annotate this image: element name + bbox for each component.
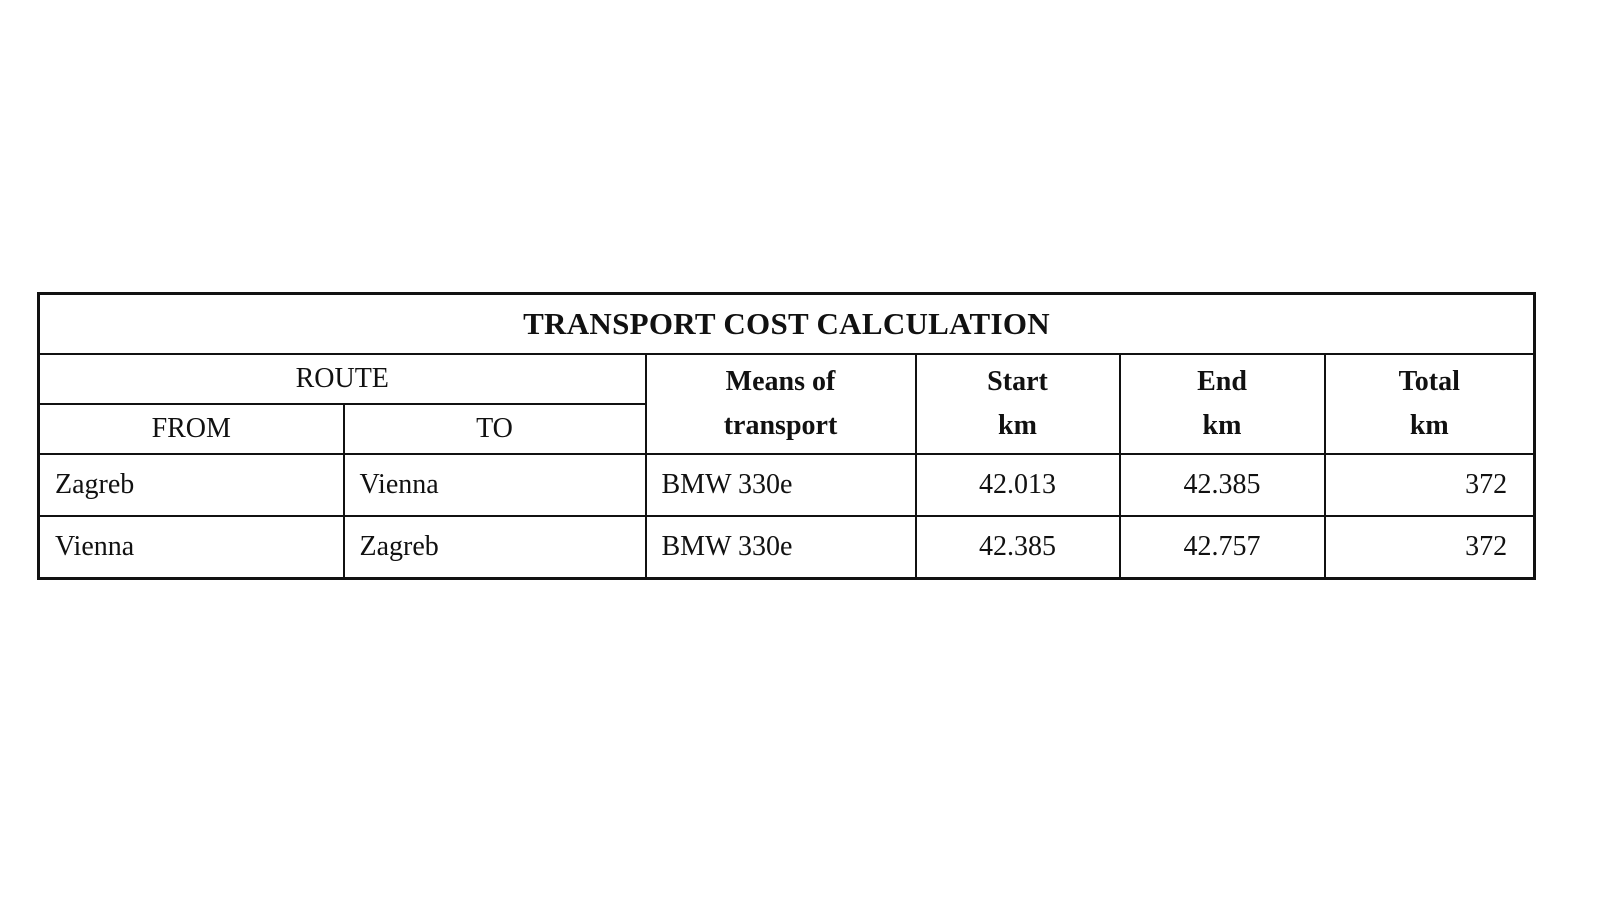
- means-cell: BMW 330e: [646, 516, 916, 579]
- end-km-cell: 42.385: [1120, 454, 1325, 516]
- start-header-line2: km: [998, 410, 1037, 441]
- means-header-line1: Means of: [725, 366, 836, 397]
- route-header: ROUTE: [39, 354, 646, 404]
- end-header-line1: End: [1197, 366, 1247, 397]
- means-of-transport-header: [646, 354, 916, 454]
- total-header-line2: km: [1409, 410, 1449, 441]
- to-header: TO: [344, 404, 646, 454]
- end-km-cell: 42.757: [1120, 516, 1325, 579]
- start-km-cell: 42.013: [916, 454, 1120, 516]
- transport-cost-table: [37, 292, 1536, 580]
- end-header-line2: km: [1202, 410, 1242, 441]
- to-cell: Zagreb: [344, 516, 646, 579]
- start-km-cell: 42.385: [916, 516, 1120, 579]
- transport-cost-document: [37, 292, 1533, 580]
- means-header-line2: transport: [723, 410, 838, 441]
- total-km-header: [1325, 354, 1535, 454]
- end-km-header: [1120, 354, 1325, 454]
- total-km-cell: 372: [1325, 454, 1535, 516]
- table-row: [39, 454, 1535, 516]
- from-header: FROM: [39, 404, 344, 454]
- from-cell: Zagreb: [39, 454, 344, 516]
- start-header-line1: Start: [987, 366, 1048, 397]
- total-header-line1: Total: [1398, 366, 1460, 397]
- table-title: TRANSPORT COST CALCULATION: [39, 294, 1535, 355]
- total-km-cell: 372: [1325, 516, 1535, 579]
- to-cell: Vienna: [344, 454, 646, 516]
- table-row: [39, 516, 1535, 579]
- start-km-header: [916, 354, 1120, 454]
- from-cell: Vienna: [39, 516, 344, 579]
- means-cell: BMW 330e: [646, 454, 916, 516]
